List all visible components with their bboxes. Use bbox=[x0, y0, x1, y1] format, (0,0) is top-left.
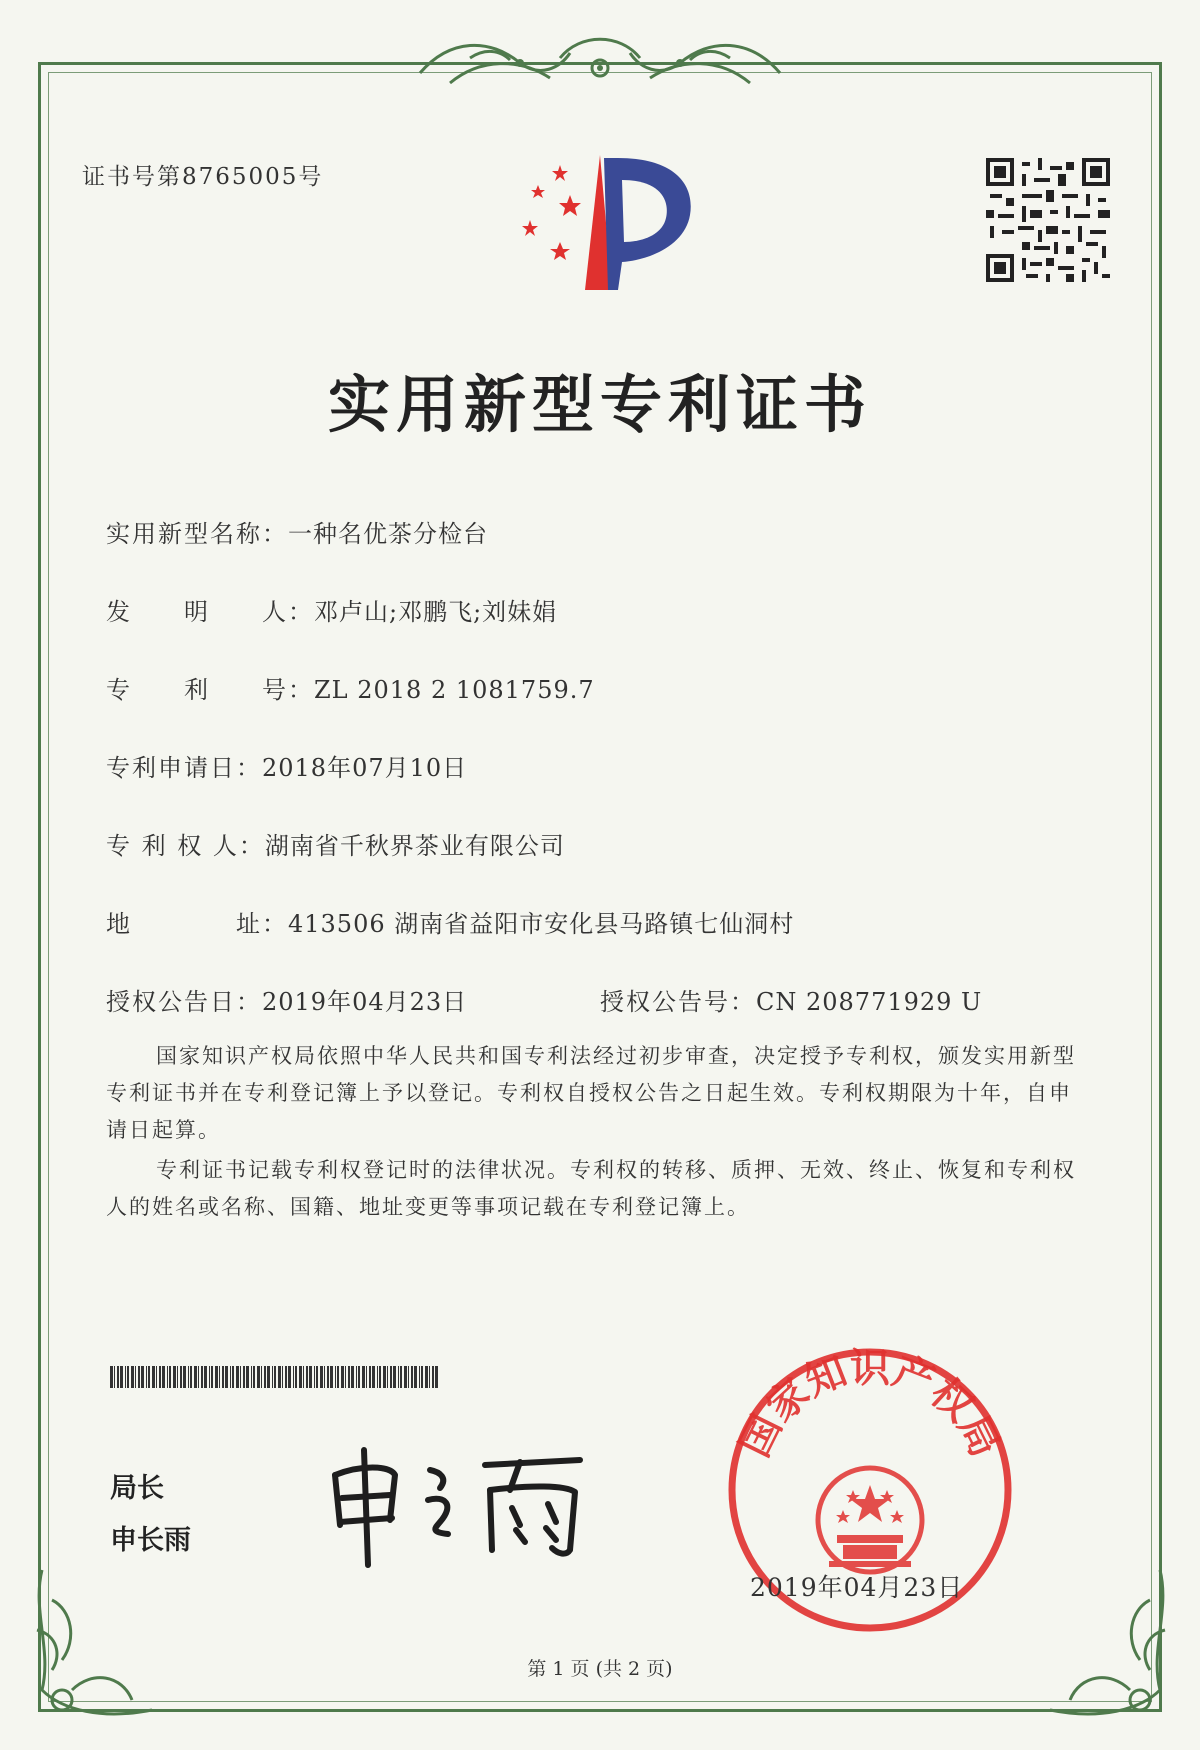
barcode-icon bbox=[110, 1366, 440, 1388]
field-label: 专 利 号： bbox=[106, 676, 314, 704]
field-value: 2018年07月10日 bbox=[262, 754, 468, 782]
seal-date: 2019年04月23日 bbox=[750, 1573, 964, 1602]
field-value: 2019年04月23日 bbox=[262, 988, 468, 1016]
field-label: 发 明 人： bbox=[106, 598, 314, 626]
director-name: 申长雨 bbox=[110, 1525, 191, 1556]
field-value: 413506 湖南省益阳市安化县马路镇七仙洞村 bbox=[288, 910, 795, 938]
legal-paragraph: 专利证书记载专利权登记时的法律状况。专利权的转移、质押、无效、终止、恢复和专利权人的姓名或名称、国籍、地址变更等事项记载在专利登记簿上。 bbox=[106, 1158, 1076, 1219]
field-patent-number bbox=[106, 670, 595, 705]
legal-paragraph: 国家知识产权局依照中华人民共和国专利法经过初步审查，决定授予专利权，颁发实用新型专利证书并在专利登记簿上予以登记。专利权自授权公告之日起生效。专利权期限为十年，自申请日起算。 bbox=[106, 1044, 1076, 1142]
qr-code-icon bbox=[986, 158, 1110, 282]
bottom-left-ornament-icon bbox=[22, 1560, 172, 1730]
field-label: 地 址： bbox=[106, 910, 288, 938]
field-grant-announcement-date bbox=[106, 982, 467, 1017]
field-value: 一种名优茶分检台 bbox=[288, 520, 488, 548]
field-grant-announcement-number bbox=[600, 982, 982, 1017]
field-label: 授权公告日： bbox=[106, 988, 262, 1016]
page-number: 第 1 页 (共 2 页) bbox=[527, 1658, 673, 1680]
certificate-number: 证书号第8765005号 bbox=[82, 164, 324, 190]
field-patentee bbox=[106, 826, 565, 861]
field-inventor bbox=[106, 592, 557, 627]
cnipa-logo-icon bbox=[500, 150, 710, 300]
field-value: 邓卢山;邓鹏飞;刘妹娟 bbox=[314, 598, 558, 626]
field-application-date bbox=[106, 748, 467, 783]
field-label: 实用新型名称： bbox=[106, 520, 288, 548]
signature-icon bbox=[320, 1430, 620, 1570]
field-label: 授权公告号： bbox=[600, 988, 756, 1016]
field-value: CN 208771929 U bbox=[756, 988, 983, 1016]
certificate-title: 实用新型专利证书 bbox=[327, 368, 872, 441]
field-value: ZL 2018 2 1081759.7 bbox=[314, 676, 595, 704]
svg-text:国家知识产权局 bbox=[732, 1346, 1008, 1465]
seal-text: 国家知识产权局 bbox=[732, 1345, 1008, 1465]
field-address bbox=[106, 904, 794, 939]
director-title: 局长 bbox=[110, 1473, 164, 1504]
bottom-right-ornament-icon bbox=[1030, 1560, 1180, 1730]
field-label: 专 利 权 人： bbox=[106, 832, 265, 860]
field-utility-model-name bbox=[106, 514, 488, 549]
field-value: 湖南省千秋界茶业有限公司 bbox=[264, 832, 565, 860]
top-ornament-icon bbox=[410, 28, 790, 98]
field-label: 专利申请日： bbox=[106, 754, 262, 782]
